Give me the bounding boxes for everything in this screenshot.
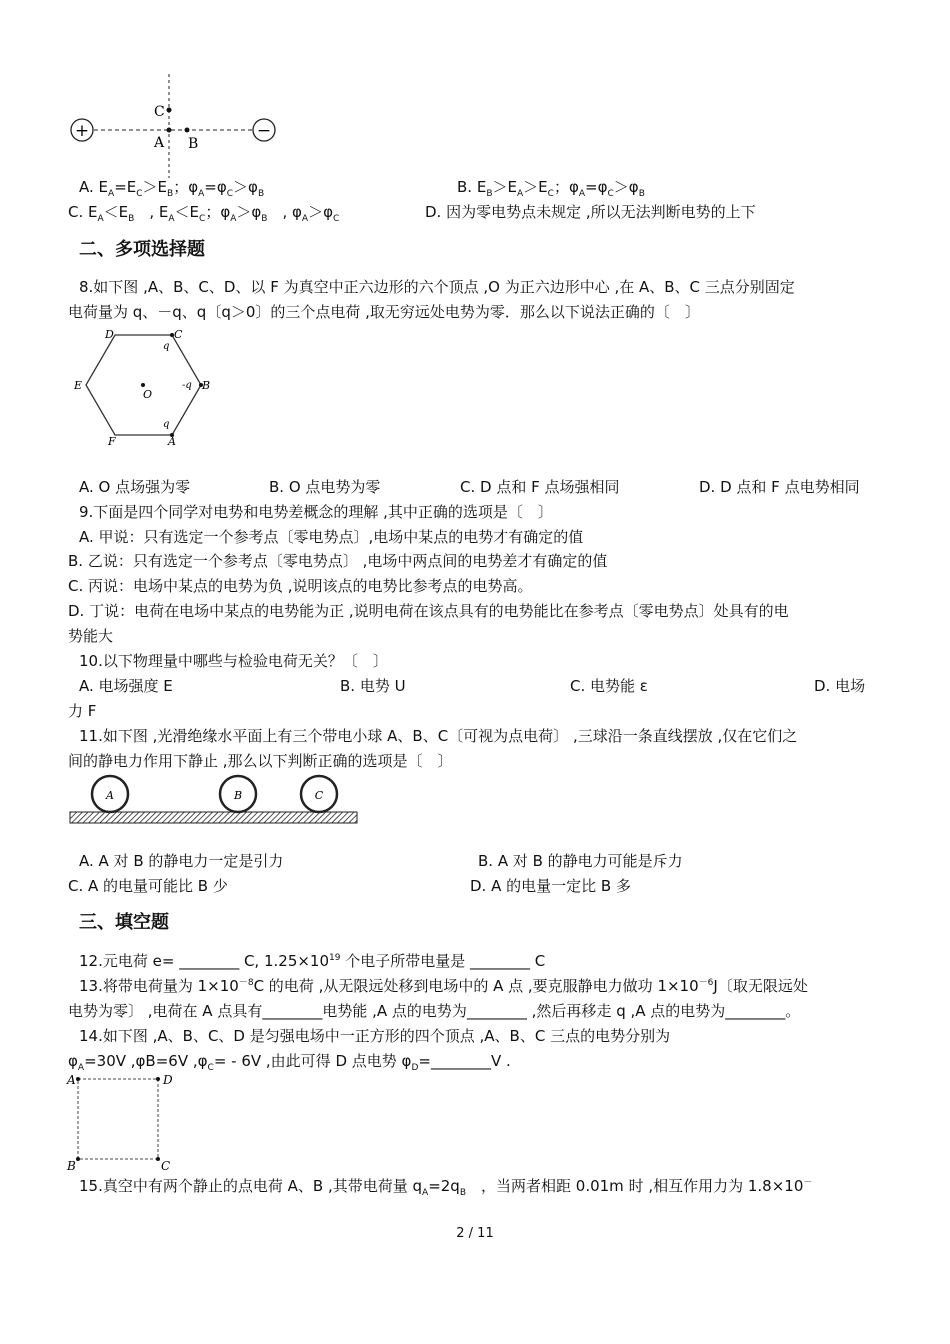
q10-option-d-line1: D. 电场 bbox=[814, 677, 866, 695]
label-c: C bbox=[154, 104, 165, 120]
q8-option-b: B. O 点电势为零 bbox=[269, 478, 381, 496]
figure-square bbox=[66, 1072, 181, 1172]
q11-option-c: C. A 的电量可能比 B 少 bbox=[68, 877, 228, 895]
negative-charge-sign: − bbox=[256, 121, 272, 141]
q12-line: 12.元电荷 e= ________ C, $1.25\times 10^{19}$ 个电子所带电量是 ________ C bbox=[79, 952, 546, 970]
q9-option-c: C. 丙说：电场中某点的电势为负 ,说明该点的电势比参考点的电势高。 bbox=[68, 577, 533, 595]
section-heading-fill-in: 三、填空题 bbox=[79, 912, 169, 933]
q10-option-d-line2: 力 F bbox=[68, 702, 97, 720]
q9-option-d-line2: 势能大 bbox=[68, 627, 114, 645]
q9-option-b: B. 乙说：只有选定一个参考点〔零电势点〕 ,电场中两点间的电势差才有确定的值 bbox=[68, 552, 608, 570]
q8-stem-line2: 电荷量为 q、－q、q〔q＞0〕的三个点电荷 ,取无穷远处电势为零．那么以下说法正确的〔 〕 bbox=[68, 303, 700, 321]
q8-option-a: A. O 点场强为零 bbox=[79, 478, 191, 496]
hex-label-o: O bbox=[143, 388, 153, 401]
label-a: A bbox=[154, 135, 165, 151]
q8-option-d: D. D 点和 F 点电势相同 bbox=[699, 478, 860, 496]
vertex-b-dot bbox=[76, 1157, 80, 1161]
square-label-b: B bbox=[67, 1159, 76, 1173]
hex-label-b: B bbox=[202, 379, 211, 392]
q7-option-d: D. 因为零电势点未规定 ,所以无法判断电势的上下 bbox=[425, 203, 756, 221]
q9-option-a: A. 甲说：只有选定一个参考点〔零电势点〕,电场中某点的电势才有确定的值 bbox=[79, 528, 584, 546]
q11-option-d: D. A 的电量一定比 B 多 bbox=[470, 877, 631, 895]
page-number: 2 / 11 bbox=[456, 1226, 494, 1241]
q10-stem: 10.以下物理量中哪些与检验电荷无关？〔 〕 bbox=[79, 652, 388, 670]
hex-charge-c: q bbox=[163, 341, 170, 352]
q11-option-b: B. A 对 B 的静电力可能是斥力 bbox=[478, 852, 683, 870]
square-outline bbox=[78, 1079, 158, 1159]
hex-charge-b: -q bbox=[182, 380, 192, 391]
q10-option-c: C. 电势能 ε bbox=[570, 677, 648, 695]
square-label-a: A bbox=[67, 1073, 76, 1087]
q14-line2: $\varphi_A=30V$ ,φB=6V $,\varphi_C= - 6V$ ,由此可得 D 点电势 $\varphi_D=\_\_\_\_\_\_\_\_V$ . bbox=[68, 1052, 511, 1073]
q7-option-b: B. $E_B>E_A>E_C$；$\varphi_A=\varphi_C>\varphi_B$ bbox=[457, 178, 645, 199]
q7-option-c: C. $E_A<E_B$ , $E_A<E_C$；$\varphi_A>\varphi_B$ , $\varphi_A>\varphi_C$ bbox=[68, 203, 340, 224]
q11-option-a: A. A 对 B 的静电力一定是引力 bbox=[79, 852, 284, 870]
q13-line2: 电势为零〕 ,电荷在 A 点具有________电势能 ,A 点的电势为________ ,然后再移走 q ,A 点的电势为________。 bbox=[68, 1002, 801, 1020]
positive-charge-sign: + bbox=[74, 121, 90, 141]
ground-surface bbox=[70, 812, 357, 823]
hex-label-a: A bbox=[168, 435, 176, 448]
hex-label-f: F bbox=[108, 435, 116, 448]
q14-line1: 14.如下图 ,A、B、C、D 是匀强电场中一正方形的四个顶点 ,A、B、C 三点的电势分别为 bbox=[79, 1027, 671, 1045]
q10-option-a: A. 电场强度 E bbox=[79, 677, 173, 695]
point-a bbox=[167, 128, 172, 133]
q15-line: 15.真空中有两个静止的点电荷 A、B ,其带电荷量 $q_A=2q_B$ ，当两者相距 0.01m 时 ,相互作用力为 1.8×10－ bbox=[79, 1177, 813, 1198]
vertex-d-dot bbox=[156, 1077, 160, 1081]
ball-label-b: B bbox=[233, 789, 243, 802]
point-c bbox=[167, 108, 172, 113]
q10-option-b: B. 电势 U bbox=[340, 677, 406, 695]
vertex-c-dot bbox=[156, 1157, 160, 1161]
hex-label-d: D bbox=[105, 328, 114, 341]
center-o-dot bbox=[141, 383, 145, 387]
q8-option-c: C. D 点和 F 点场强相同 bbox=[460, 478, 620, 496]
section-heading-multiple-choice: 二、多项选择题 bbox=[79, 239, 205, 260]
q8-stem-line1: 8.如下图 ,A、B、C、D、以 F 为真空中正六边形的六个顶点 ,O 为正六边形中心 ,在 A、B、C 三点分别固定 bbox=[79, 278, 795, 296]
vertex-a-dot bbox=[76, 1077, 80, 1081]
hex-label-c: C bbox=[174, 328, 183, 341]
ball-label-c: C bbox=[314, 789, 324, 802]
figure-dipole-field bbox=[60, 70, 290, 180]
q13-line1: 13.将带电荷量为 $1\times 10^{-8}C$ 的电荷 ,从无限远处移到电场中的 A 点 ,要克服静电力做功 $1\times 10^{-6}J$〔取无限远处 bbox=[79, 977, 808, 995]
q9-option-d-line1: D. 丁说：电荷在电场中某点的电势能为正 ,说明电荷在该点具有的电势能比在参考点〔零电势点〕处具有的电 bbox=[68, 602, 789, 620]
ball-label-a: A bbox=[106, 789, 114, 802]
figure-three-balls bbox=[70, 773, 360, 828]
figure-hexagon bbox=[68, 325, 218, 455]
square-label-d: D bbox=[163, 1073, 173, 1087]
q9-stem: 9.下面是四个同学对电势和电势差概念的理解 ,其中正确的选项是〔 〕 bbox=[79, 503, 553, 521]
hex-charge-a: q bbox=[163, 419, 170, 430]
square-label-c: C bbox=[161, 1159, 171, 1173]
q7-option-a: A. $E_A=E_C>E_B$；$\varphi_A=\varphi_C>\varphi_B$ bbox=[79, 178, 265, 199]
q11-stem-line2: 间的静电力作用下静止 ,那么以下判断正确的选项是〔 〕 bbox=[68, 752, 453, 770]
hex-label-e: E bbox=[74, 379, 83, 392]
label-b: B bbox=[188, 136, 199, 152]
point-b bbox=[185, 128, 190, 133]
q11-stem-line1: 11.如下图 ,光滑绝缘水平面上有三个带电小球 A、B、C〔可视为点电荷〕 ,三球沿一条直线摆放 ,仅在它们之 bbox=[79, 727, 798, 745]
